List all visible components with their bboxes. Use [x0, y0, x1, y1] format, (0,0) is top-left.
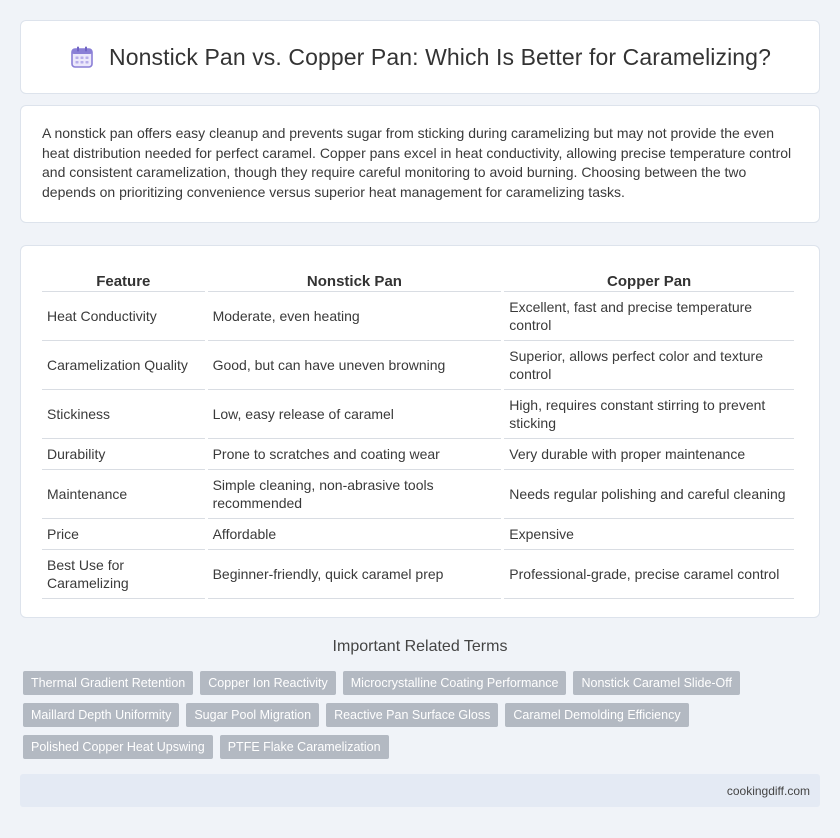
table-cell-nonstick: Moderate, even heating	[208, 292, 502, 341]
title-row	[69, 44, 771, 71]
table-cell-copper: High, requires constant stirring to prevent sticking	[504, 390, 794, 439]
table-header-row	[42, 264, 794, 292]
table-cell-copper: Excellent, fast and precise temperature control	[504, 292, 794, 341]
table-header-feature: Feature	[42, 264, 205, 292]
table-header-copper: Copper Pan	[504, 264, 794, 292]
calendar-icon	[69, 44, 95, 70]
table-cell-feature: Heat Conductivity	[42, 292, 205, 341]
table-cell-nonstick: Good, but can have uneven browning	[208, 341, 502, 390]
table-cell-copper: Needs regular polishing and careful cleaning	[504, 470, 794, 519]
table-cell-copper: Professional-grade, precise caramel control	[504, 550, 794, 599]
comparison-table	[39, 264, 797, 599]
header-card	[20, 20, 820, 94]
intro-text: A nonstick pan offers easy cleanup and prevents sugar from sticking during caramelizing but may not provide the even heat distribution needed for perfect caramel. Copper pans excel in heat conductivity, allowing precise temperature control and consistent caramelization, though they require careful monitoring to avoid burning. Choosing between the two depends on prioritizing convenience versus superior heat management for caramelizing tasks.	[42, 125, 792, 200]
footer	[20, 774, 820, 807]
table-cell-feature: Price	[42, 519, 205, 550]
table-cell-copper: Very durable with proper maintenance	[504, 439, 794, 470]
table-row	[42, 341, 794, 390]
comparison-table-card	[20, 245, 820, 618]
table-cell-nonstick: Affordable	[208, 519, 502, 550]
related-term-tag[interactable]: Copper Ion Reactivity	[200, 671, 336, 695]
related-term-tag[interactable]: Microcrystalline Coating Performance	[343, 671, 567, 695]
related-term-tag[interactable]: Thermal Gradient Retention	[23, 671, 193, 695]
related-term-tag[interactable]: Reactive Pan Surface Gloss	[326, 703, 498, 727]
table-cell-feature: Maintenance	[42, 470, 205, 519]
related-term-tag[interactable]: Maillard Depth Uniformity	[23, 703, 179, 727]
intro-card	[20, 105, 820, 223]
table-cell-feature: Durability	[42, 439, 205, 470]
table-row	[42, 550, 794, 599]
table-row	[42, 439, 794, 470]
table-row	[42, 470, 794, 519]
footer-site-link[interactable]: cookingdiff.com	[726, 783, 810, 798]
table-cell-feature: Caramelization Quality	[42, 341, 205, 390]
table-cell-feature: Best Use for Caramelizing	[42, 550, 205, 599]
related-term-tag[interactable]: PTFE Flake Caramelization	[220, 735, 389, 759]
table-cell-feature: Stickiness	[42, 390, 205, 439]
related-term-tag[interactable]: Nonstick Caramel Slide-Off	[573, 671, 740, 695]
table-row	[42, 519, 794, 550]
table-row	[42, 390, 794, 439]
table-cell-nonstick: Simple cleaning, non-abrasive tools recommended	[208, 470, 502, 519]
page-title: Nonstick Pan vs. Copper Pan: Which Is Better for Caramelizing?	[109, 43, 771, 70]
table-cell-copper: Expensive	[504, 519, 794, 550]
table-header-nonstick: Nonstick Pan	[208, 264, 502, 292]
table-cell-nonstick: Beginner-friendly, quick caramel prep	[208, 550, 502, 599]
related-terms-title: Important Related Terms	[332, 638, 508, 655]
table-row	[42, 292, 794, 341]
table-cell-nonstick: Prone to scratches and coating wear	[208, 439, 502, 470]
related-terms-tags	[23, 671, 823, 759]
related-term-tag[interactable]: Sugar Pool Migration	[186, 703, 319, 727]
table-cell-nonstick: Low, easy release of caramel	[208, 390, 502, 439]
related-term-tag[interactable]: Polished Copper Heat Upswing	[23, 735, 213, 759]
table-cell-copper: Superior, allows perfect color and texture control	[504, 341, 794, 390]
related-term-tag[interactable]: Caramel Demolding Efficiency	[505, 703, 688, 727]
